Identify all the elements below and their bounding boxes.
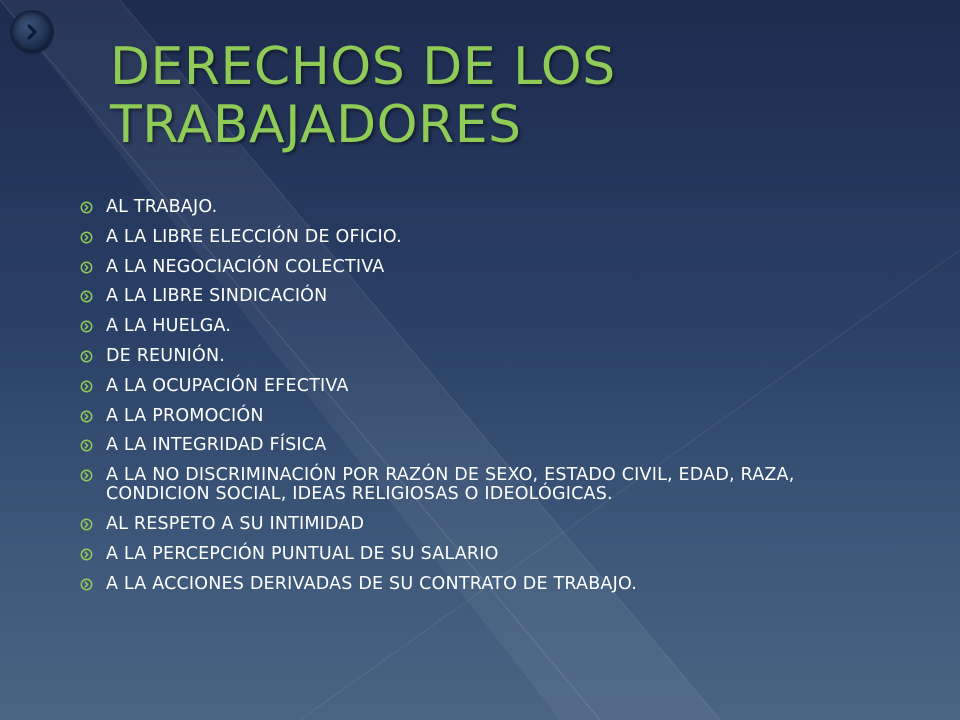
list-item-text: AL TRABAJO. (106, 197, 218, 217)
circled-chevron-bullet-icon (80, 548, 93, 561)
circled-chevron-bullet-icon (80, 350, 93, 363)
list-item-text: A LA INTEGRIDAD FÍSICA (106, 435, 327, 456)
list-item-text: AL RESPETO A SU INTIMIDAD (106, 513, 365, 534)
slide-title: DERECHOS DE LOS TRABAJADORES (110, 37, 616, 155)
list-item-text: A LA PROMOCIÓN (106, 405, 264, 426)
list-item (80, 407, 900, 426)
list-item-text: A LA PERCEPCIÓN PUNTUAL DE SU SALARIO (106, 543, 499, 564)
list-item-text: A LA NEGOCIACIÓN COLECTIVA (106, 256, 385, 277)
list-item (80, 466, 900, 504)
list-item (80, 515, 900, 534)
list-item-text: A LA OCUPACIÓN EFECTIVA (106, 375, 349, 396)
next-slide-button[interactable] (12, 12, 52, 52)
list-item (80, 377, 900, 396)
circled-chevron-bullet-icon (80, 578, 93, 591)
list-item-text: DE REUNIÓN. (106, 345, 226, 366)
list-item-text: A LA HUELGA. (106, 316, 232, 337)
list-item (80, 287, 900, 306)
circled-chevron-bullet-icon (80, 320, 93, 333)
circled-chevron-bullet-icon (80, 439, 93, 452)
list-item-text: A LA ACCIONES DERIVADAS DE SU CONTRATO DE TRABAJO. (106, 573, 637, 594)
circled-chevron-bullet-icon (80, 231, 93, 244)
list-item (80, 436, 900, 455)
list-item (80, 258, 900, 277)
list-item (80, 228, 900, 247)
circled-chevron-bullet-icon (80, 201, 93, 214)
rights-list (80, 198, 900, 604)
list-item-text: A LA LIBRE SINDICACIÓN (106, 286, 328, 307)
circled-chevron-bullet-icon (80, 261, 93, 274)
list-item (80, 545, 900, 564)
list-item-text: A LA NO DISCRIMINACIÓN POR RAZÓN DE SEXO, ESTADO CIVIL, EDAD, RAZA, CONDICION SOCIAL, IDEAS RELIGIOSAS O IDEOLÓGICAS. (106, 465, 795, 505)
circled-chevron-bullet-icon (80, 290, 93, 303)
circled-chevron-bullet-icon (80, 380, 93, 393)
list-item (80, 575, 900, 594)
list-item (80, 317, 900, 336)
list-item-text: A LA LIBRE ELECCIÓN DE OFICIO. (106, 226, 402, 247)
circled-chevron-bullet-icon (80, 518, 93, 531)
circled-chevron-bullet-icon (80, 469, 93, 482)
circled-chevron-bullet-icon (80, 410, 93, 423)
list-item (80, 198, 900, 217)
chevron-right-icon (23, 23, 41, 41)
list-item (80, 347, 900, 366)
